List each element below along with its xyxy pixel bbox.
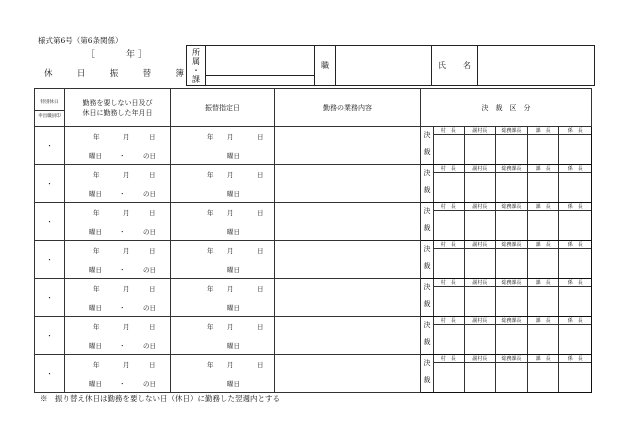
table-row — [35, 317, 592, 355]
row-dot[interactable]: ・ — [35, 127, 65, 165]
seal-box[interactable] — [528, 135, 560, 164]
approval-label: 決 裁 — [421, 317, 434, 354]
approval-grid: 村 長 副村長 総務課長 課 長 係 長 — [433, 127, 591, 164]
special-holiday-header: 特別休日 — [35, 96, 64, 111]
table-row — [35, 279, 592, 317]
seal-box[interactable] — [496, 135, 528, 164]
approval-cell — [421, 127, 592, 165]
work-content-cell[interactable] — [275, 279, 421, 317]
approval-cell — [421, 355, 592, 393]
approval-header: 決 裁 区 分 — [421, 89, 592, 127]
title-char: 休 — [44, 69, 53, 79]
seal-box[interactable] — [465, 287, 497, 316]
substitute-day-cell[interactable]: 年 月 日 曜日 — [171, 279, 275, 317]
name-label: 氏 名 — [432, 46, 478, 86]
seal-box[interactable] — [528, 173, 560, 202]
year-label: 年 — [126, 50, 136, 60]
row-dot[interactable]: ・ — [35, 241, 65, 279]
work-content-cell[interactable] — [275, 355, 421, 393]
substitute-day-cell[interactable]: 年 月 日 曜日 — [171, 317, 275, 355]
form-number: 様式第6号（第6条関係） — [38, 36, 123, 45]
substitute-day-cell[interactable]: 年 月 日 曜日 — [171, 203, 275, 241]
dept-label: 所 属 ・ 課 — [187, 46, 206, 86]
approval-cell — [421, 241, 592, 279]
work-day-cell[interactable]: 年 月 日 曜日 ・ の日 — [65, 127, 171, 165]
work-day-cell[interactable]: 年 月 日 曜日 ・ の日 — [65, 355, 171, 393]
seal-box[interactable] — [433, 249, 465, 278]
seal-box[interactable] — [465, 363, 497, 392]
work-day-cell[interactable]: 年 月 日 曜日 ・ の日 — [65, 279, 171, 317]
seal-box[interactable] — [559, 211, 591, 240]
applicant-seal-header: 申出職員印 — [38, 113, 61, 119]
substitute-day-header: 振替指定日 — [171, 89, 275, 127]
title-char: 日 — [76, 69, 86, 79]
work-day-header: 勤務を要しない日及び 休日に勤務した年月日 — [65, 89, 171, 127]
work-day-cell[interactable]: 年 月 日 曜日 ・ の日 — [65, 165, 171, 203]
approval-label: 決 裁 — [421, 165, 434, 202]
seal-box[interactable] — [465, 211, 497, 240]
substitute-day-cell[interactable]: 年 月 日 曜日 — [171, 241, 275, 279]
title-char: 簿 — [175, 69, 184, 79]
approval-cell — [421, 203, 592, 241]
approval-grid: 村 長 副村長 総務課長 課 長 係 長 — [433, 317, 591, 354]
work-content-cell[interactable] — [275, 241, 421, 279]
approval-label: 決 裁 — [421, 241, 434, 278]
seal-box[interactable] — [528, 363, 560, 392]
table-row — [35, 165, 592, 203]
work-content-header: 勤務の業務内容 — [275, 89, 421, 127]
row-dot[interactable]: ・ — [35, 317, 65, 355]
dept-field[interactable] — [206, 46, 315, 86]
approval-cell — [421, 165, 592, 203]
position-field[interactable] — [336, 46, 432, 86]
bracket-open: ［ — [86, 50, 96, 60]
seal-box[interactable] — [496, 173, 528, 202]
seal-box[interactable] — [528, 211, 560, 240]
seal-box[interactable] — [559, 363, 591, 392]
approval-grid: 村 長 副村長 総務課長 課 長 係 長 — [433, 241, 591, 278]
seal-box[interactable] — [433, 211, 465, 240]
footnote: ※ 振り替え休日は勤務を要しない日（休日）に勤務した翌週内とする — [40, 394, 280, 403]
approval-cell — [421, 317, 592, 355]
row-dot[interactable]: ・ — [35, 165, 65, 203]
seal-box[interactable] — [465, 249, 497, 278]
row-dot[interactable]: ・ — [35, 203, 65, 241]
substitute-day-cell[interactable]: 年 月 日 曜日 — [171, 127, 275, 165]
table-row — [35, 203, 592, 241]
work-content-cell[interactable] — [275, 317, 421, 355]
name-field[interactable] — [478, 46, 595, 86]
seal-box[interactable] — [433, 173, 465, 202]
seal-box[interactable] — [465, 325, 497, 354]
row-dot[interactable]: ・ — [35, 279, 65, 317]
position-label: 職 — [315, 46, 336, 86]
approval-label: 決 裁 — [421, 355, 434, 392]
seal-box[interactable] — [465, 173, 497, 202]
seal-box[interactable] — [559, 325, 591, 354]
approval-label: 決 裁 — [421, 279, 434, 316]
work-day-cell[interactable]: 年 月 日 曜日 ・ の日 — [65, 317, 171, 355]
seal-box[interactable] — [433, 363, 465, 392]
table-row — [35, 241, 592, 279]
header-table — [186, 45, 595, 86]
seal-box[interactable] — [433, 287, 465, 316]
approval-label: 決 裁 — [421, 127, 434, 164]
title-char: 振 — [109, 69, 119, 79]
seal-box[interactable] — [528, 325, 560, 354]
approval-grid: 村 長 副村長 総務課長 課 長 係 長 — [433, 355, 591, 392]
work-content-cell[interactable] — [275, 165, 421, 203]
table-row — [35, 127, 592, 165]
seal-box[interactable] — [465, 135, 497, 164]
seal-box[interactable] — [528, 287, 560, 316]
bracket-close: ］ — [138, 50, 148, 60]
seal-box[interactable] — [433, 135, 465, 164]
small-header-cell — [35, 89, 65, 127]
page-title — [44, 67, 184, 79]
seal-box[interactable] — [559, 249, 591, 278]
title-char: 替 — [142, 69, 152, 79]
approval-label: 決 裁 — [421, 203, 434, 240]
seal-box[interactable] — [559, 287, 591, 316]
seal-box[interactable] — [496, 249, 528, 278]
substitute-day-cell[interactable]: 年 月 日 曜日 — [171, 355, 275, 393]
work-content-cell[interactable] — [275, 203, 421, 241]
approval-grid: 村 長 副村長 総務課長 課 長 係 長 — [433, 165, 591, 202]
approval-grid: 村 長 副村長 総務課長 課 長 係 長 — [433, 279, 591, 316]
seal-box[interactable] — [496, 325, 528, 354]
title-block — [34, 45, 184, 86]
seal-box[interactable] — [528, 249, 560, 278]
work-day-cell[interactable]: 年 月 日 曜日 ・ の日 — [65, 203, 171, 241]
table-row — [35, 355, 592, 393]
work-content-cell[interactable] — [275, 127, 421, 165]
seal-box[interactable] — [559, 173, 591, 202]
seal-box[interactable] — [496, 211, 528, 240]
work-day-cell[interactable]: 年 月 日 曜日 ・ の日 — [65, 241, 171, 279]
seal-box[interactable] — [496, 287, 528, 316]
seal-box[interactable] — [433, 325, 465, 354]
record-table — [34, 88, 592, 393]
seal-box[interactable] — [496, 363, 528, 392]
row-dot[interactable]: ・ — [35, 355, 65, 393]
substitute-day-cell[interactable]: 年 月 日 曜日 — [171, 165, 275, 203]
approval-cell — [421, 279, 592, 317]
approval-grid: 村 長 副村長 総務課長 課 長 係 長 — [433, 203, 591, 240]
seal-box[interactable] — [559, 135, 591, 164]
